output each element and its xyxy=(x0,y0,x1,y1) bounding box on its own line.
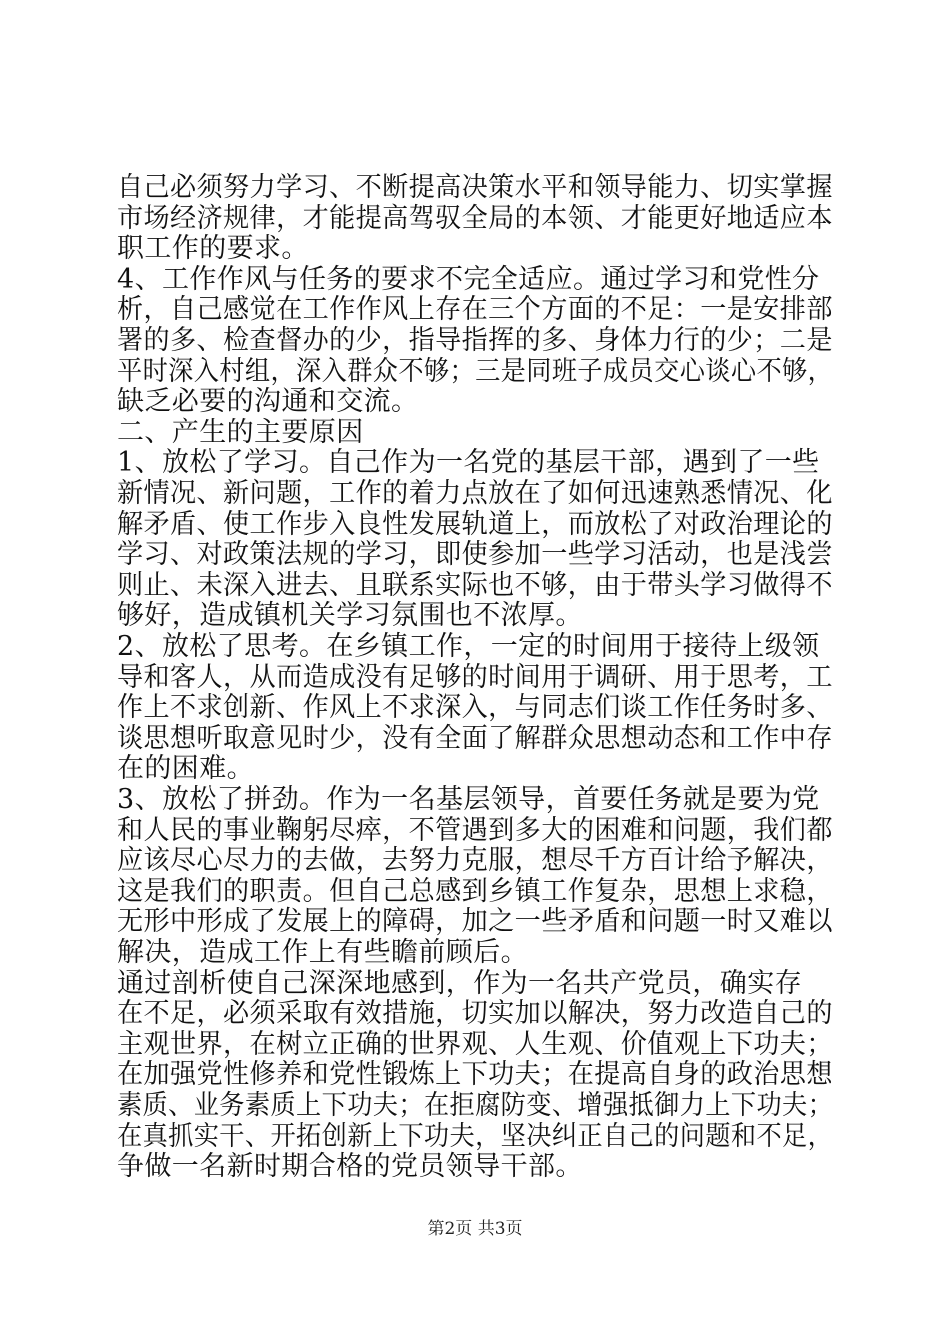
page-footer: 第2页 共3页 xyxy=(427,1219,523,1239)
body-text-line: 则止、未深入进去、且联系实际也不够，由于带头学习做得不 xyxy=(117,570,833,601)
body-text-line: 无形中形成了发展上的障碍，加之一些矛盾和问题一时又难以 xyxy=(117,906,833,937)
body-text-line: 学习、对政策法规的学习，即使参加一些学习活动，也是浅尝 xyxy=(117,539,833,570)
body-text-line: 市场经济规律，才能提高驾驭全局的本领、才能更好地适应本 xyxy=(117,203,833,234)
body-text-line: 和人民的事业鞠躬尽瘁，不管遇到多大的困难和问题，我们都 xyxy=(117,815,833,846)
section-heading: 二、产生的主要原因 xyxy=(117,417,364,448)
body-text-line: 应该尽心尽力的去做，去努力克服，想尽千方百计给予解决， xyxy=(117,845,833,876)
body-text-line: 1、放松了学习。自己作为一名党的基层干部，遇到了一些 xyxy=(117,447,820,478)
body-text-line: 缺乏必要的沟通和交流。 xyxy=(117,386,419,417)
body-text-line: 主观世界，在树立正确的世界观、人生观、价值观上下功夫； xyxy=(117,1029,833,1060)
body-text-line: 署的多、检查督办的少，指导指挥的多、身体力行的少；二是 xyxy=(117,325,833,356)
body-text-line: 解决，造成工作上有些瞻前顾后。 xyxy=(117,937,528,968)
body-text-line: 职工作的要求。 xyxy=(117,233,309,264)
body-text-line: 够好，造成镇机关学习氛围也不浓厚。 xyxy=(117,600,583,631)
body-text-line: 平时深入村组，深入群众不够；三是同班子成员交心谈心不够， xyxy=(117,356,834,387)
body-text-line: 析，自己感觉在工作作风上存在三个方面的不足：一是安排部 xyxy=(117,294,833,325)
body-text-line: 通过剖析使自己深深地感到，作为一名共产党员，确实存 xyxy=(117,968,802,999)
body-text-line: 导和客人，从而造成没有足够的时间用于调研、用于思考，工 xyxy=(117,662,833,693)
body-text-line: 3、放松了拼劲。作为一名基层领导，首要任务就是要为党 xyxy=(117,784,820,815)
body-text-line: 谈思想听取意见时少，没有全面了解群众思想动态和工作中存 xyxy=(117,723,833,754)
body-text-line: 自己必须努力学习、不断提高决策水平和领导能力、切实掌握 xyxy=(117,172,833,203)
body-text-line: 这是我们的职责。但自己总感到乡镇工作复杂，思想上求稳， xyxy=(117,876,833,907)
body-text-line: 解矛盾、使工作步入良性发展轨道上，而放松了对政治理论的 xyxy=(117,509,833,540)
body-text-line: 争做一名新时期合格的党员领导干部。 xyxy=(117,1151,583,1182)
body-text-line: 在的困难。 xyxy=(117,753,254,784)
body-text-line: 在真抓实干、开拓创新上下功夫，坚决纠正自己的问题和不足， xyxy=(117,1121,834,1152)
body-text-line: 新情况、新问题，工作的着力点放在了如何迅速熟悉情况、化 xyxy=(117,478,833,509)
body-text-line: 4、工作作风与任务的要求不完全适应。通过学习和党性分 xyxy=(117,264,820,295)
body-text-line: 作上不求创新、作风上不求深入，与同志们谈工作任务时多、 xyxy=(117,692,833,723)
body-text-line: 2、放松了思考。在乡镇工作，一定的时间用于接待上级领 xyxy=(117,631,820,662)
body-text-line: 在加强党性修养和党性锻炼上下功夫；在提高自身的政治思想 xyxy=(117,1059,833,1090)
body-text-line: 素质、业务素质上下功夫；在拒腐防变、增强抵御力上下功夫； xyxy=(117,1090,834,1121)
body-text-line: 在不足，必须采取有效措施，切实加以解决，努力改造自己的 xyxy=(117,998,833,1029)
